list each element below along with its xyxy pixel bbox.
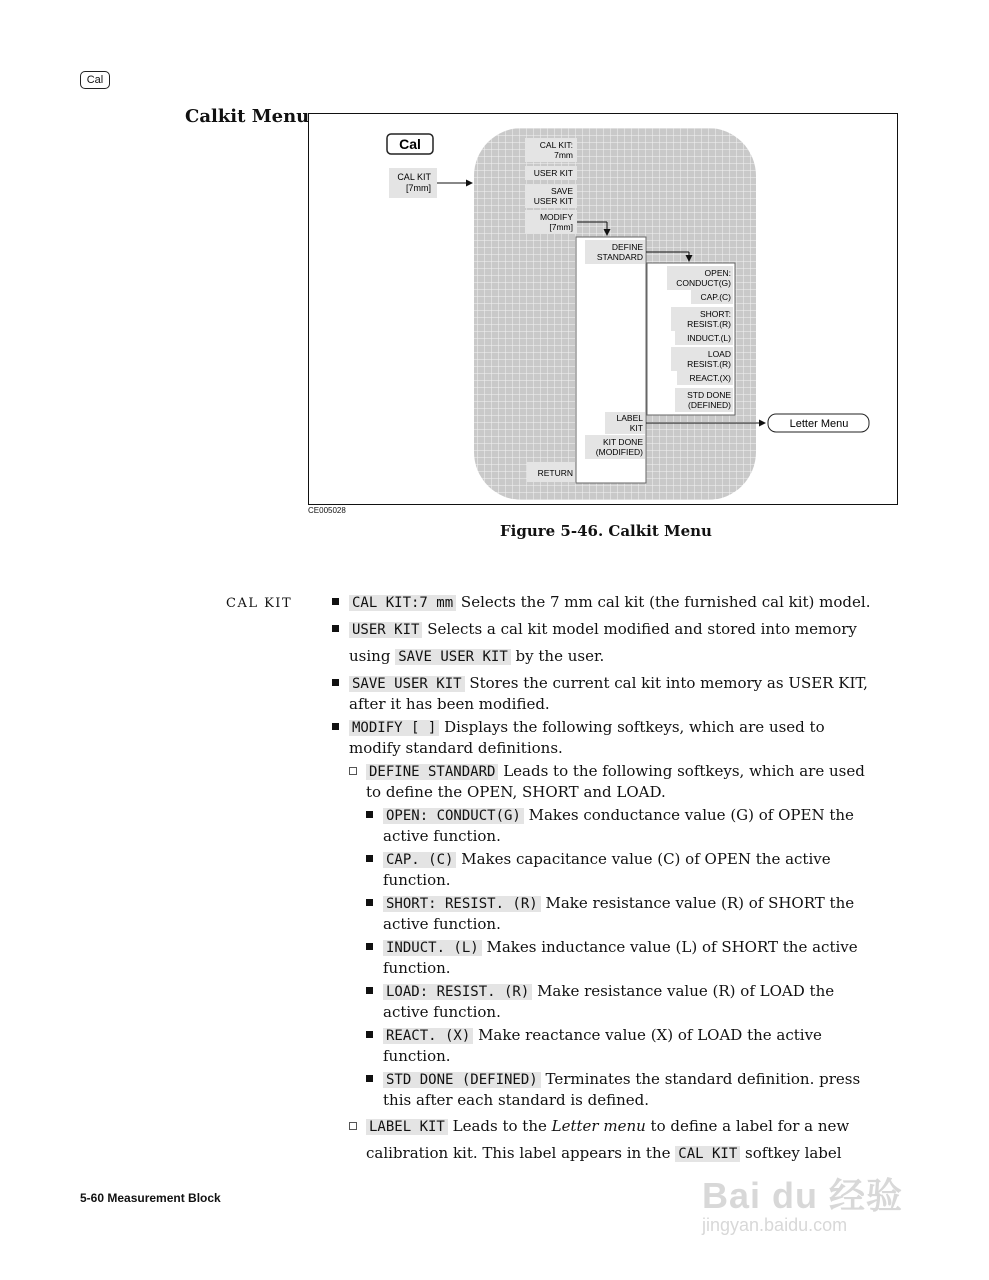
section-label: CAL KIT	[226, 596, 293, 611]
bullet-square-icon	[332, 679, 339, 686]
return-key-label: RETURN	[537, 468, 573, 478]
item-description: Makes inductance value (L) of SHORT the active function.	[383, 938, 858, 977]
menu3-key-0-line-2: CONDUCT(G)	[676, 278, 731, 288]
bullet-square-icon	[332, 625, 339, 632]
softkey-name: CAL KIT:7 mm	[349, 595, 456, 611]
bullet-square-icon	[332, 598, 339, 605]
softkey-descriptions	[332, 592, 877, 1170]
list-item	[332, 717, 877, 758]
menu1-key-2-line-2: USER KIT	[533, 196, 573, 206]
bullet-open-square-icon	[349, 1122, 357, 1130]
item-description: Selects a cal kit model modified and stored into memory using	[349, 620, 857, 665]
menu2-key-1-line-1: LABEL	[616, 413, 643, 423]
list-item	[332, 673, 877, 714]
softkey-name: SAVE USER KIT	[395, 649, 511, 665]
item-description: to define a label for a new calibration kit. This label appears in the	[366, 1117, 850, 1162]
menu-column-3	[667, 266, 733, 412]
menu3-key-2-line-2: RESIST.(R)	[687, 319, 731, 329]
bullet-square-icon	[366, 943, 373, 950]
list-item	[366, 1069, 877, 1110]
item-description: Terminates the standard definition. press this after each standard is defined.	[383, 1070, 861, 1109]
bullet-square-icon	[366, 1031, 373, 1038]
item-description: Selects the 7 mm cal kit (the furnished cal kit) model.	[456, 593, 871, 611]
item-description: Displays the following softkeys, which are used to modify standard definitions.	[349, 718, 825, 757]
softkey-name: SAVE USER KIT	[349, 676, 465, 692]
menu3-key-6-line-2: (DEFINED)	[688, 400, 731, 410]
list-item	[366, 937, 877, 978]
list-item	[366, 849, 877, 890]
bullet-square-icon	[366, 855, 373, 862]
menu3-key-1-line-1: CAP.(C)	[700, 292, 731, 302]
item-description: by the user.	[510, 647, 605, 665]
item-description: Leads to the	[447, 1117, 552, 1135]
item-description: Leads to the following softkeys, which are used to define the OPEN, SHORT and LOAD.	[366, 762, 865, 801]
letter-menu-label: Letter Menu	[789, 418, 849, 430]
item-description: Make reactance value (X) of LOAD the active function.	[383, 1026, 822, 1065]
bullet-square-icon	[366, 811, 373, 818]
bullet-square-icon	[366, 1075, 373, 1082]
watermark-brand: Bai du 经验	[702, 1175, 904, 1216]
list-item	[366, 981, 877, 1022]
calkit-figure	[308, 113, 898, 505]
item-description: Makes conductance value (G) of OPEN the active function.	[383, 806, 854, 845]
item-description: Make resistance value (R) of LOAD the active function.	[383, 982, 835, 1021]
softkey-name: SHORT: RESIST. (R)	[383, 896, 541, 912]
list-item	[349, 1113, 877, 1167]
cal-hardkey-label: Cal	[399, 136, 421, 152]
menu3-key-4-line-2: RESIST.(R)	[687, 359, 731, 369]
figure-caption: Figure 5-46. Calkit Menu	[500, 522, 712, 540]
calkit-menu-diagram	[309, 114, 897, 504]
softkey-name: MODIFY [ ]	[349, 720, 439, 736]
bullet-open-square-icon	[349, 767, 357, 775]
menu1-key-0-line-2: 7mm	[554, 150, 573, 160]
menu3-key-4-line-1: LOAD	[707, 349, 731, 359]
item-description: Make resistance value (R) of SHORT the active function.	[383, 894, 855, 933]
item-description: Makes capacitance value (C) of OPEN the active function.	[383, 850, 831, 889]
bullet-square-icon	[332, 723, 339, 730]
softkey-name: DEFINE STANDARD	[366, 764, 498, 780]
page-title: Calkit Menu	[185, 106, 310, 127]
list-item	[332, 592, 877, 613]
list-item	[366, 1025, 877, 1066]
menu1-key-1-line-1: USER KIT	[533, 168, 573, 178]
softkey-name: STD DONE (DEFINED)	[383, 1072, 541, 1088]
cal-key-label: Cal	[80, 71, 110, 89]
watermark	[702, 1168, 903, 1236]
menu1-key-3-line-1: MODIFY	[539, 212, 573, 222]
list-item	[366, 805, 877, 846]
menu3-key-0-line-1: OPEN:	[704, 268, 731, 278]
softkey-name: REACT. (X)	[383, 1028, 473, 1044]
menu1-key-3-line-2: [7mm]	[549, 222, 573, 232]
list-item	[366, 893, 877, 934]
menu3-key-2-line-1: SHORT:	[699, 309, 731, 319]
cal-kit-source-line-1: CAL KIT	[397, 172, 431, 182]
list-item	[349, 761, 877, 802]
menu2-key-2-line-2: (MODIFIED)	[595, 447, 643, 457]
menu2-key-0-line-2: STANDARD	[596, 252, 643, 262]
menu3-key-5-line-1: REACT.(X)	[689, 373, 731, 383]
softkey-name: LABEL KIT	[366, 1119, 448, 1135]
item-description: softkey label	[740, 1144, 842, 1162]
item-description: Stores the current cal kit into memory as USER KIT, after it has been modified.	[349, 674, 868, 713]
softkey-name: OPEN: CONDUCT(G)	[383, 808, 524, 824]
softkey-name: INDUCT. (L)	[383, 940, 482, 956]
softkey-name: CAP. (C)	[383, 852, 456, 868]
cal-kit-source-line-2: [7mm]	[405, 183, 431, 193]
menu2-key-0-line-1: DEFINE	[611, 242, 643, 252]
bullet-square-icon	[366, 987, 373, 994]
watermark-url: jingyan.baidu.com	[702, 1215, 848, 1235]
menu1-key-2-line-1: SAVE	[550, 186, 573, 196]
figure-id: CE005028	[308, 506, 346, 515]
page-footer: 5-60 Measurement Block	[80, 1191, 221, 1205]
bullet-square-icon	[366, 899, 373, 906]
softkey-name: USER KIT	[349, 622, 422, 638]
menu1-key-0-line-1: CAL KIT:	[539, 140, 573, 150]
list-item	[332, 616, 877, 670]
menu2-key-1-line-2: KIT	[629, 423, 643, 433]
menu3-key-6-line-1: STD DONE	[687, 390, 731, 400]
softkey-name: LOAD: RESIST. (R)	[383, 984, 532, 1000]
menu2-key-2-line-1: KIT DONE	[603, 437, 643, 447]
menu3-key-3-line-1: INDUCT.(L)	[687, 333, 731, 343]
letter-menu-reference: Letter menu	[551, 1117, 646, 1135]
softkey-name: CAL KIT	[675, 1146, 740, 1162]
